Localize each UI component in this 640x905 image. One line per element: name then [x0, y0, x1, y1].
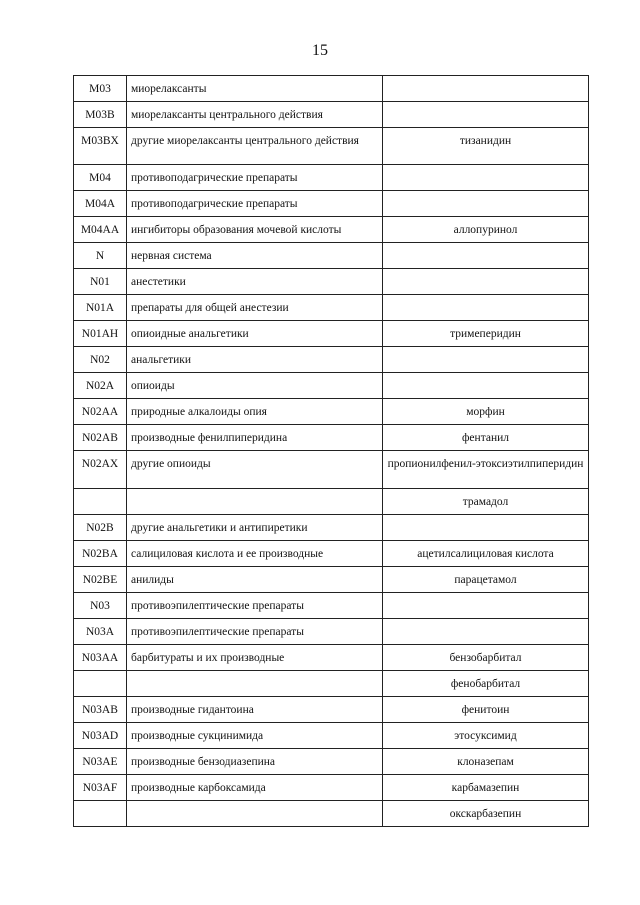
drug-name-cell [383, 295, 589, 321]
pharmacological-group-cell: противоэпилептические препараты [127, 593, 383, 619]
table-row [74, 671, 589, 697]
table-row [74, 243, 589, 269]
page-number: 15 [312, 42, 328, 59]
table-row [74, 723, 589, 749]
table-row [74, 191, 589, 217]
atc-code-cell: N02 [74, 347, 127, 373]
atc-code-cell: M04 [74, 165, 127, 191]
drug-name-cell: парацетамол [383, 567, 589, 593]
drug-name-cell: фентанил [383, 425, 589, 451]
table-row [74, 593, 589, 619]
table-row [74, 749, 589, 775]
pharmacological-group-cell: природные алкалоиды опия [127, 399, 383, 425]
drug-name-cell: этосуксимид [383, 723, 589, 749]
pharmacological-group-cell: производные бензодиазепина [127, 749, 383, 775]
table-row [74, 295, 589, 321]
drug-name-cell: трамадол [383, 489, 589, 515]
atc-code-cell: N02AA [74, 399, 127, 425]
drug-name-cell: тизанидин [383, 128, 589, 165]
table-row [74, 425, 589, 451]
table-row [74, 102, 589, 128]
table-row [74, 515, 589, 541]
pharmacological-group-cell: нервная система [127, 243, 383, 269]
drug-name-cell: ацетилсалициловая кислота [383, 541, 589, 567]
table-row [74, 269, 589, 295]
atc-code-cell: N03A [74, 619, 127, 645]
atc-code-cell: N01AH [74, 321, 127, 347]
atc-code-cell [74, 671, 127, 697]
pharmacological-group-cell: миорелаксанты центрального действия [127, 102, 383, 128]
atc-code-cell: N02AX [74, 451, 127, 489]
pharmacological-group-cell: противоэпилептические препараты [127, 619, 383, 645]
atc-code-cell: N02AB [74, 425, 127, 451]
atc-code-cell: M04AA [74, 217, 127, 243]
atc-code-cell: N [74, 243, 127, 269]
pharmacological-group-cell: опиоидные анальгетики [127, 321, 383, 347]
table-row [74, 567, 589, 593]
drug-name-cell [383, 619, 589, 645]
table-row [74, 801, 589, 827]
atc-code-cell: N02BE [74, 567, 127, 593]
drug-name-cell [383, 243, 589, 269]
atc-code-cell: N01 [74, 269, 127, 295]
drug-name-cell: фенобарбитал [383, 671, 589, 697]
table-row [74, 217, 589, 243]
drug-name-cell: аллопуринол [383, 217, 589, 243]
atc-code-cell: N02A [74, 373, 127, 399]
pharmacological-group-cell: анальгетики [127, 347, 383, 373]
atc-code-cell: N02BA [74, 541, 127, 567]
table-row [74, 541, 589, 567]
pharmacological-group-cell: ингибиторы образования мочевой кислоты [127, 217, 383, 243]
pharmacological-group-cell: производные гидантоина [127, 697, 383, 723]
table-row [74, 451, 589, 489]
drug-name-cell: окскарбазепин [383, 801, 589, 827]
pharmacological-group-cell [127, 801, 383, 827]
atc-code-cell: M03B [74, 102, 127, 128]
medication-table [73, 75, 589, 827]
drug-name-cell [383, 165, 589, 191]
drug-name-cell: фенитоин [383, 697, 589, 723]
drug-name-cell: морфин [383, 399, 589, 425]
table-row [74, 697, 589, 723]
pharmacological-group-cell: препараты для общей анестезии [127, 295, 383, 321]
drug-name-cell [383, 76, 589, 102]
pharmacological-group-cell: производные сукцинимида [127, 723, 383, 749]
atc-code-cell: M03 [74, 76, 127, 102]
table-row [74, 347, 589, 373]
table-row [74, 645, 589, 671]
pharmacological-group-cell: опиоиды [127, 373, 383, 399]
drug-name-cell [383, 347, 589, 373]
pharmacological-group-cell: другие анальгетики и антипиретики [127, 515, 383, 541]
atc-code-cell: M04A [74, 191, 127, 217]
atc-code-cell: M03BX [74, 128, 127, 165]
drug-name-cell: тримеперидин [383, 321, 589, 347]
table-row [74, 619, 589, 645]
table-row [74, 373, 589, 399]
table-row [74, 76, 589, 102]
atc-code-cell: N03AA [74, 645, 127, 671]
drug-name-cell [383, 191, 589, 217]
pharmacological-group-cell: противоподагрические препараты [127, 165, 383, 191]
atc-code-cell: N01A [74, 295, 127, 321]
pharmacological-group-cell: анестетики [127, 269, 383, 295]
pharmacological-group-cell: анилиды [127, 567, 383, 593]
atc-code-cell: N02B [74, 515, 127, 541]
atc-code-cell: N03 [74, 593, 127, 619]
drug-name-cell: пропионилфенил-этоксиэтилпиперидин [383, 451, 589, 489]
table-row [74, 489, 589, 515]
drug-name-cell [383, 102, 589, 128]
drug-name-cell [383, 269, 589, 295]
pharmacological-group-cell: другие опиоиды [127, 451, 383, 489]
pharmacological-group-cell: другие миорелаксанты центрального действия [127, 128, 383, 165]
pharmacological-group-cell [127, 489, 383, 515]
table-row [74, 165, 589, 191]
drug-name-cell: бензобарбитал [383, 645, 589, 671]
atc-code-cell: N03AF [74, 775, 127, 801]
pharmacological-group-cell: производные карбоксамида [127, 775, 383, 801]
pharmacological-group-cell: барбитураты и их производные [127, 645, 383, 671]
atc-code-cell: N03AD [74, 723, 127, 749]
drug-name-cell [383, 373, 589, 399]
drug-name-cell [383, 593, 589, 619]
drug-name-cell: карбамазепин [383, 775, 589, 801]
table-row [74, 128, 589, 165]
table-row [74, 775, 589, 801]
atc-code-cell [74, 489, 127, 515]
pharmacological-group-cell: производные фенилпиперидина [127, 425, 383, 451]
table-body [74, 76, 589, 827]
pharmacological-group-cell: миорелаксанты [127, 76, 383, 102]
pharmacological-group-cell [127, 671, 383, 697]
drug-name-cell [383, 515, 589, 541]
table-row [74, 321, 589, 347]
table-row [74, 399, 589, 425]
pharmacological-group-cell: противоподагрические препараты [127, 191, 383, 217]
atc-code-cell [74, 801, 127, 827]
atc-code-cell: N03AE [74, 749, 127, 775]
drug-name-cell: клоназепам [383, 749, 589, 775]
pharmacological-group-cell: салициловая кислота и ее производные [127, 541, 383, 567]
atc-code-cell: N03AB [74, 697, 127, 723]
